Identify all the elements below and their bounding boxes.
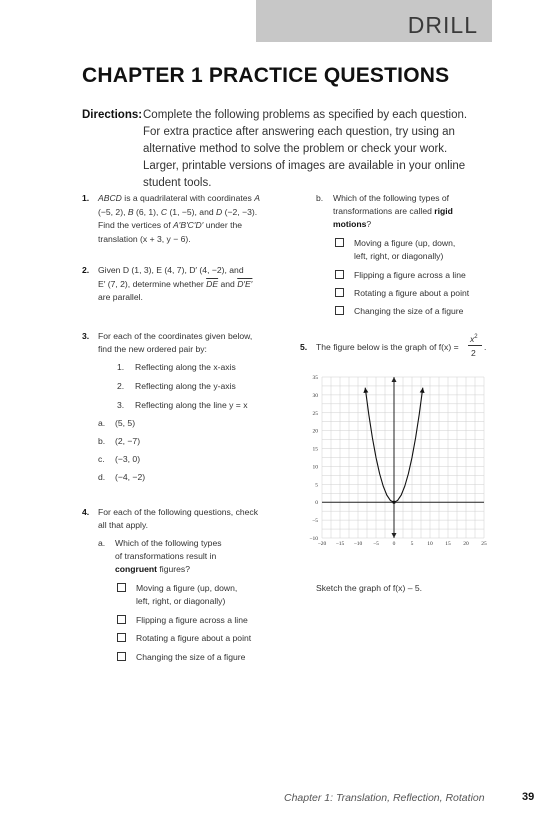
checkbox[interactable] [335,238,344,247]
curve-arrow-right-icon [420,388,425,393]
q4b-line2-text: transformations are called [333,206,432,216]
vertex-point [392,501,395,504]
q4a-option-3-text: Rotating a figure about a point [136,633,252,643]
q4-number: 4. [82,507,90,517]
y-tick-label: 0 [315,500,318,507]
q4a-rest: figures? [159,564,190,574]
q4a-option-2[interactable] [117,614,134,628]
q3-step-2: Reflecting along the y-axis [135,381,236,391]
q4a-option-4[interactable] [117,651,134,665]
q4a-option-1-text: Moving a figure (up, down, [136,583,238,593]
q3-number: 3. [82,331,90,341]
y-tick-label: −5 [312,518,318,525]
q1-coords-d: (−2, −3). [224,206,258,217]
q5-exponent: 2 [474,334,478,340]
q4a-line3 [115,563,190,577]
x-tick-label: 5 [410,541,414,547]
q4b-qmark: ? [366,219,372,229]
page-title: CHAPTER 1 PRACTICE QUESTIONS [82,64,450,87]
q5-fraction-denominator: 2 [471,348,476,358]
q3-step-3-num: 3. [117,400,125,410]
y-tick-label: 25 [312,410,318,417]
q4a-option-2-text: Flipping a figure across a line [136,615,248,625]
checkbox[interactable] [335,306,344,315]
q4a-option-1-text-2: left, right, or diagonally) [136,596,226,606]
q5-number: 5. [300,342,308,352]
question-1 [98,192,288,246]
q3-step-1: Reflecting along the x-axis [135,362,236,372]
y-tick-label: −10 [309,536,318,542]
q1-line3b: under the [205,220,243,230]
drill-label: DRILL [407,12,478,38]
q4a-option-3[interactable] [117,632,134,646]
checkbox[interactable] [117,633,126,642]
q1-coords-b: (6, 1), [135,206,159,217]
q3-pair-a-label: a. [98,418,106,428]
q5-numer-x: x [470,333,475,344]
q3-pair-d: (−4, −2) [115,472,146,482]
q4a-line2: of transformations result in [115,551,217,561]
directions-text: Complete the following problems as specified by each question. For extra practice after answering each question, try using an alternative method to solve the problem or check your work. Larger, printable versions of images are available in your online student tools. [143,109,468,189]
q4b-bold-rigid: rigid [434,206,453,216]
q5-sketch-prompt: Sketch the graph of f(x) – 5. [316,583,423,593]
x-tick-label: −5 [373,541,379,547]
y-tick-label: 20 [312,428,318,435]
q4-line1: For each of the following questions, check [98,507,259,517]
fraction-bar [468,345,482,346]
y-tick-label: 5 [315,482,318,489]
q2-line1: Given D (1, 3), E (4, 7), D′ (4, −2), and [98,265,244,275]
q2-line2: E′ (7, 2), determine whether [98,278,204,289]
q4b-option-3[interactable] [335,287,352,301]
q1-a: A [254,193,260,203]
q1-line4: translation (x + 3, y − 6). [98,233,191,244]
checkbox[interactable] [117,652,126,661]
q4b-option-3-text: Rotating a figure about a point [354,288,470,298]
q4b-option-4[interactable] [335,305,352,319]
q2-segment-de-prime: D′E′ [237,278,253,289]
q3-line1: For each of the coordinates given below, [98,331,253,341]
x-tick-label: −20 [317,541,327,547]
q3-line2: find the new ordered pair by: [98,344,207,354]
q1-line3: Find the vertices of [98,220,171,230]
q1-d: D [216,206,223,217]
directions-label: Directions: [82,109,143,121]
q2-number: 2. [82,265,90,275]
q2-and: and [220,278,235,289]
q4-line2: all that apply. [98,520,149,530]
q3-pair-b: (2, −7) [115,436,141,446]
q3-pair-a: (5, 5) [115,418,136,428]
x-tick-label: 15 [445,541,451,547]
q5-period: . [484,342,487,352]
q1-text: is a quadrilateral with coordinates [124,193,252,203]
q4b-option-1[interactable] [335,237,352,251]
q3-pair-c-label: c. [98,454,105,464]
q3-step-2-num: 2. [117,381,125,391]
page-number: 39 [522,791,535,803]
q4b-option-1-text: Moving a figure (up, down, [354,238,456,248]
parabola-graph [300,368,500,553]
q4a-line1: Which of the following types [115,538,222,548]
x-tick-label: 10 [427,541,433,547]
q3-pair-b-label: b. [98,436,106,446]
curve-arrow-left-icon [363,388,368,393]
y-tick-label: 15 [312,446,318,453]
x-tick-label: 20 [463,541,469,547]
q4b-bold-motions: motions [333,219,367,229]
footer-chapter: Chapter 1: Translation, Reflection, Rotation [284,792,485,804]
drill-tab [256,0,492,42]
q3-step-3: Reflecting along the line y = x [135,400,248,410]
y-tick-label: 30 [312,392,318,399]
q4a-option-1[interactable] [117,582,134,596]
q1-quad-name: ABCD [98,193,122,203]
q1-coords-a: (−5, 2), [98,206,126,217]
q4b-label: b. [316,193,324,203]
q4b-option-2-text: Flipping a figure across a line [354,270,466,280]
q4a-option-4-text: Changing the size of a figure [136,652,246,662]
x-tick-label: −10 [353,541,363,547]
x-tick-label: −15 [335,541,345,547]
y-axis-arrow-up-icon [392,377,397,382]
q2-line3: are parallel. [98,292,143,302]
q1-coords-c: (1, −5), and [169,206,214,217]
q1-vertices: A′B′C′D′ [173,220,204,230]
q2-segment-de: $\overline{DE}$ [206,278,219,289]
y-tick-label: 10 [312,464,318,471]
x-tick-label: 0 [392,541,396,547]
question-2 [98,264,288,305]
checkbox[interactable] [335,288,344,297]
q1-c: C [160,206,168,217]
q4b-line3 [333,218,371,232]
x-tick-label: 25 [481,541,487,547]
y-axis-arrow-down-icon [392,533,397,538]
q3-pair-d-label: d. [98,472,106,482]
q4b-option-1-text-2: left, right, or diagonally) [354,251,444,261]
q3-step-1-num: 1. [117,362,125,372]
q4b-line1: Which of the following types of [333,193,450,203]
q4b-option-4-text: Changing the size of a figure [354,306,464,316]
q4a-label: a. [98,538,106,548]
q4a-bold: congruent [115,564,158,574]
q5-text: The figure below is the graph of f(x) = [316,342,459,352]
checkbox[interactable] [117,615,126,624]
checkbox[interactable] [117,583,126,592]
q4b-option-2[interactable] [335,269,352,283]
q1-b: B [127,206,134,217]
q4b-line2 [333,205,453,219]
y-tick-label: 35 [312,375,318,381]
checkbox[interactable] [335,270,344,279]
q3-pair-c: (−3, 0) [115,454,141,464]
q1-number: 1. [82,193,90,203]
